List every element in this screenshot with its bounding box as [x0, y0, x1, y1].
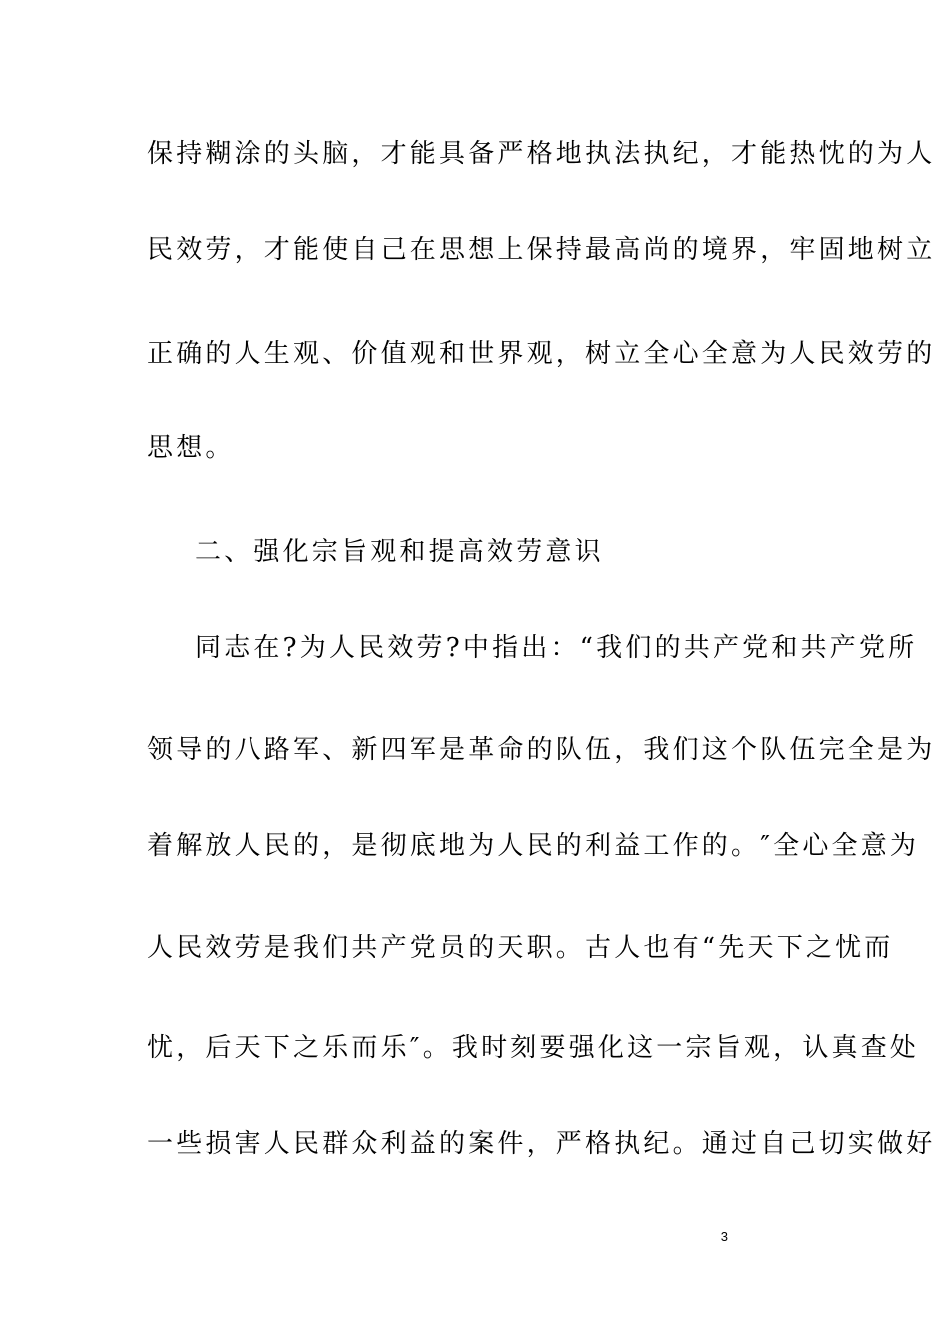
text-line-11: 一些损害人民群众利益的案件，严格执纪。通过自己切实做好 [147, 1129, 936, 1159]
text-line-2: 民效劳，才能使自己在思想上保持最高尚的境界，牢固地树立 [147, 235, 936, 265]
text-line-4: 思想。 [147, 433, 235, 463]
text-line-7: 领导的八路军、新四军是革命的队伍，我们这个队伍完全是为 [147, 735, 936, 765]
text-line-3: 正确的人生观、价值观和世界观，树立全心全意为人民效劳的 [147, 339, 936, 369]
text-line-9: 人民效劳是我们共产党员的天职。古人也有“先天下之忧而 [147, 933, 894, 963]
page-number: 3 [720, 1229, 728, 1244]
section-heading: 二、强化宗旨观和提高效劳意识 [195, 537, 604, 567]
text-line-6: 同志在?为人民效劳?中指出：“我们的共产党和共产党所 [195, 633, 918, 663]
text-line-10: 忧，后天下之乐而乐″。我时刻要强化这一宗旨观，认真查处 [147, 1033, 920, 1063]
text-line-8: 着解放人民的，是彻底地为人民的利益工作的。″全心全意为 [147, 831, 920, 861]
text-line-1: 保持糊涂的头脑，才能具备严格地执法执纪，才能热忱的为人 [147, 139, 936, 169]
